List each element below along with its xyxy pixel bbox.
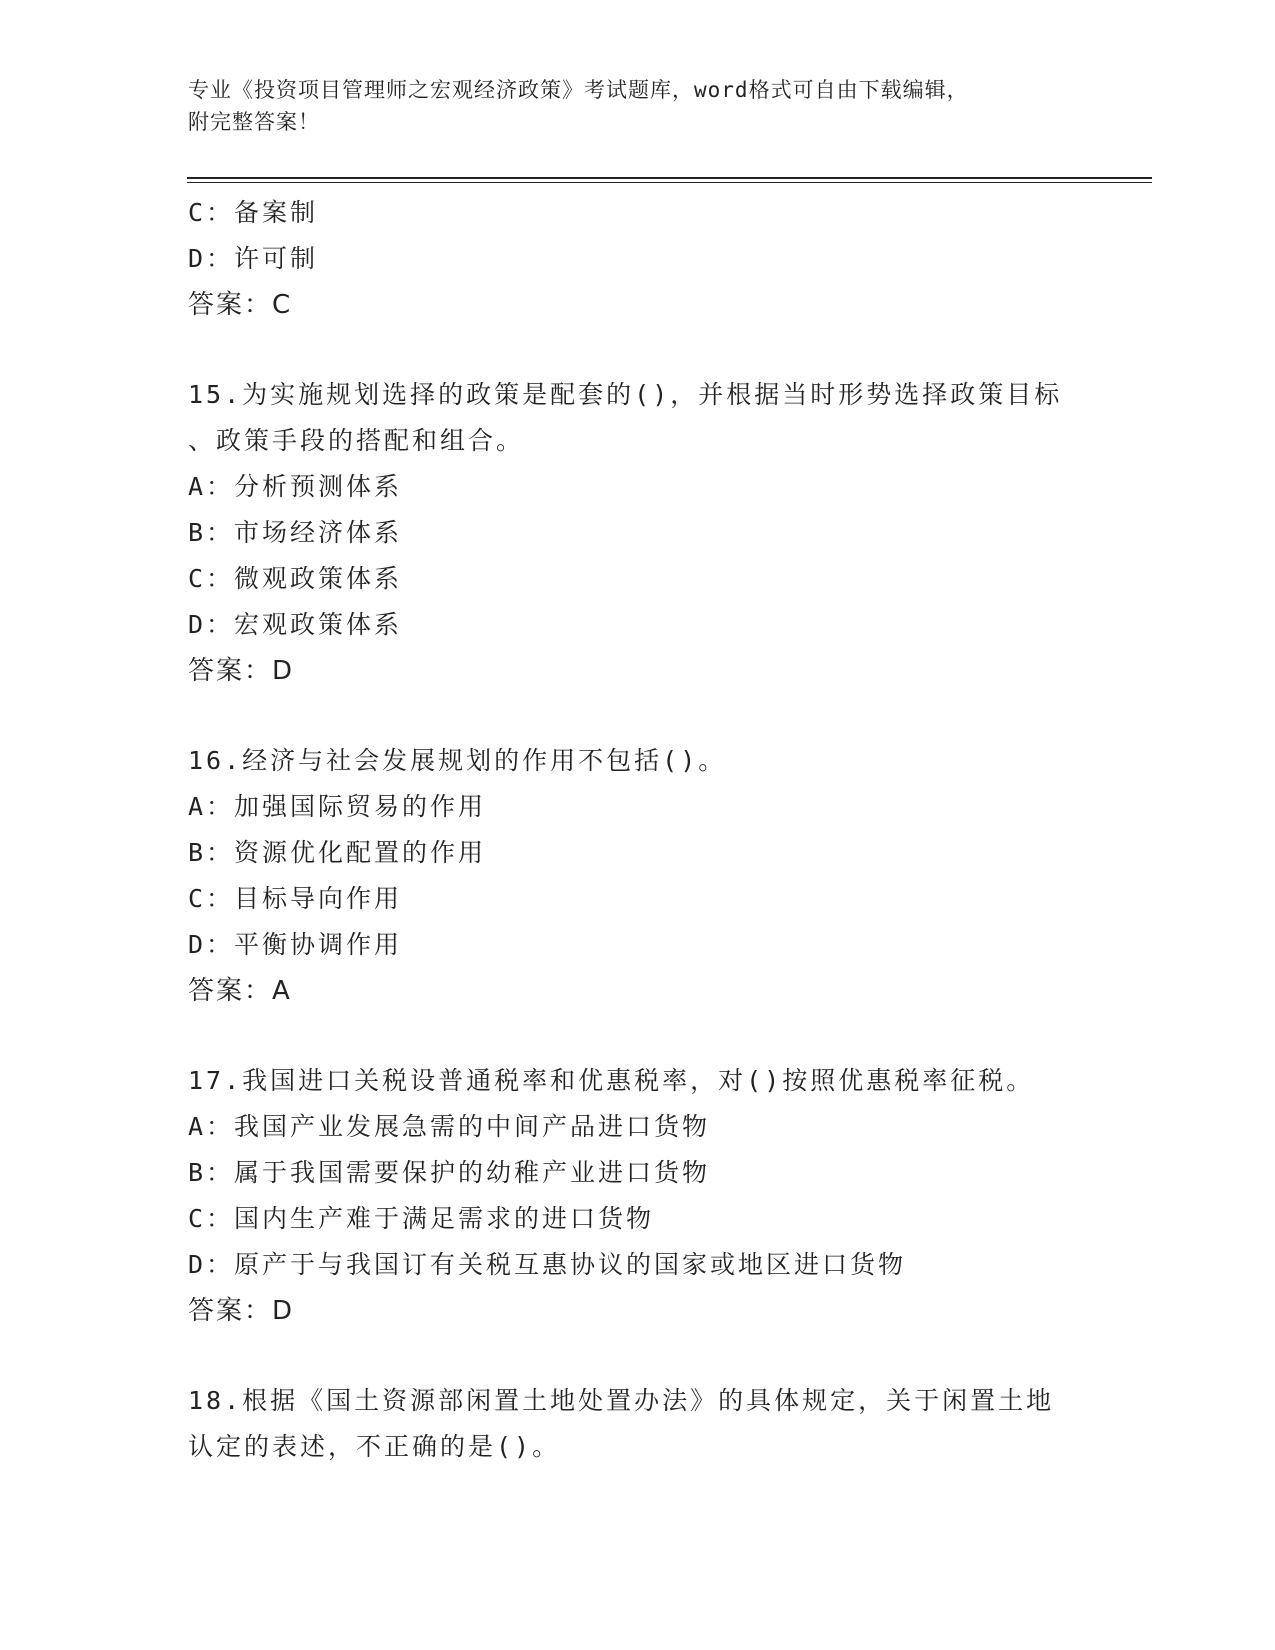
answer: 答案：C	[188, 290, 293, 320]
question-text: 17.我国进口关税设普通税率和优惠税率，对()按照优惠税率征税。	[188, 1066, 1035, 1095]
question-17	[188, 1058, 1088, 1334]
option-c: C：目标导向作用	[188, 884, 403, 913]
answer: 答案：D	[188, 1296, 295, 1326]
option-a: A：加强国际贸易的作用	[188, 792, 487, 821]
question-15	[188, 372, 1088, 694]
document-header	[188, 74, 1068, 138]
option-d: D：平衡协调作用	[188, 930, 403, 959]
option-c: C：备案制	[188, 198, 319, 227]
question-list	[188, 190, 1088, 1470]
question-text: 认定的表述，不正确的是()。	[188, 1432, 561, 1461]
question-14-tail	[188, 190, 1088, 328]
header-divider-thin	[187, 182, 1152, 183]
option-a: A：分析预测体系	[188, 472, 403, 501]
question-text: 18.根据《国土资源部闲置土地处置办法》的具体规定，关于闲置土地	[188, 1386, 1055, 1415]
option-c: C：微观政策体系	[188, 564, 403, 593]
option-d: D：许可制	[188, 244, 319, 273]
question-16	[188, 738, 1088, 1014]
header-line-2: 附完整答案！	[188, 110, 320, 134]
answer: 答案：A	[188, 976, 292, 1006]
question-text: 、政策手段的搭配和组合。	[188, 426, 525, 455]
question-18	[188, 1378, 1088, 1470]
option-b: B：资源优化配置的作用	[188, 838, 487, 867]
header-line-1: 专业《投资项目管理师之宏观经济政策》考试题库，word格式可自由下载编辑，	[188, 78, 969, 102]
question-text: 15.为实施规划选择的政策是配套的()，并根据当时形势选择政策目标	[188, 380, 1063, 409]
option-d: D：宏观政策体系	[188, 610, 403, 639]
option-d: D：原产于与我国订有关税互惠协议的国家或地区进口货物	[188, 1250, 907, 1279]
answer: 答案：D	[188, 656, 295, 686]
header-divider	[187, 177, 1152, 179]
option-c: C：国内生产难于满足需求的进口货物	[188, 1204, 655, 1233]
option-b: B：属于我国需要保护的幼稚产业进口货物	[188, 1158, 711, 1187]
question-text: 16.经济与社会发展规划的作用不包括()。	[188, 746, 727, 775]
option-a: A：我国产业发展急需的中间产品进口货物	[188, 1112, 711, 1141]
option-b: B：市场经济体系	[188, 518, 403, 547]
